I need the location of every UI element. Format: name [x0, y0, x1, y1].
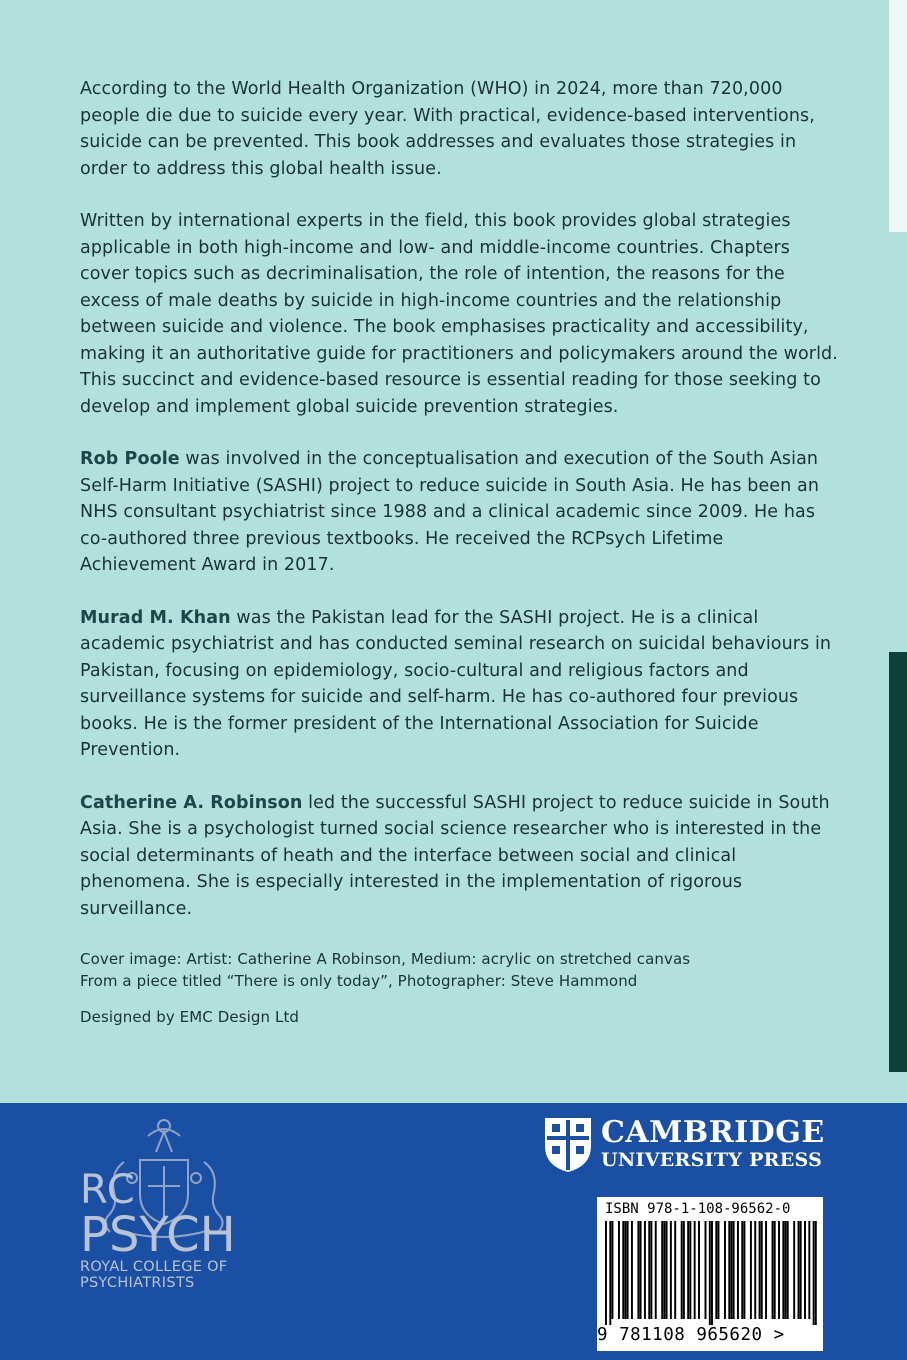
- isbn-label: ISBN 978-1-108-96562-0: [605, 1201, 791, 1217]
- barcode-bar: [666, 1221, 668, 1319]
- barcode-bar: [670, 1221, 672, 1319]
- isbn-barcode-box: [597, 1197, 823, 1351]
- publisher-name: CAMBRIDGE: [601, 1115, 825, 1150]
- author-name: Catherine A. Robinson: [80, 792, 303, 813]
- barcode-bar: [717, 1221, 719, 1319]
- publisher-subname: UNIVERSITY PRESS: [601, 1149, 823, 1171]
- barcode-bar: [644, 1221, 646, 1319]
- barcode-bar: [728, 1221, 730, 1319]
- barcode-bar: [622, 1221, 624, 1319]
- barcode-bar: [655, 1221, 657, 1319]
- barcode-bar: [715, 1221, 717, 1319]
- barcode-bar: [663, 1221, 665, 1319]
- barcode-bar: [730, 1221, 732, 1319]
- barcode-bar: [765, 1221, 767, 1319]
- barcode-bar: [605, 1221, 607, 1325]
- rcpsych-psychiatrists: PSYCHIATRISTS: [80, 1274, 195, 1291]
- barcode-bar: [627, 1221, 629, 1319]
- blurb-paragraph-2: Written by international experts in the field, this book provides global strategies applicable in both high-income and low- and middle-income countries. Chapters cover topics such as decriminalisation, the role of intention, the reasons for the excess of male deaths by suicide in high-income countries and the relationship between suicide and violence. The book emphasises practicality and accessibility, making it an authoritative guide for practitioners and policymakers around the world. This succinct and evidence-based resource is essential reading for those seeking to develop and implement global suicide prevention strategies.: [80, 211, 838, 417]
- rcpsych-logo: [80, 1167, 236, 1291]
- author-bio-murad-khan: [80, 605, 840, 764]
- barcode-bar: [640, 1221, 642, 1319]
- back-cover-text: [80, 76, 840, 1028]
- barcode-bar: [609, 1221, 611, 1325]
- barcode-bar: [637, 1221, 639, 1319]
- isbn-digits: 9 781108 965620 >: [597, 1325, 785, 1345]
- barcode-bar: [787, 1221, 789, 1319]
- barcode-bar: [778, 1221, 780, 1319]
- author-bio-text: led the successful SASHI project to reduce suicide in South Asia. She is a psychologist turned social science researcher who is interested in the social determinants of heath and the interface between social and clinical phenomena. She is especially interested in the implementation of rigorous surveillance.: [80, 792, 830, 919]
- barcode-bar: [674, 1221, 676, 1319]
- barcode-bar: [800, 1221, 802, 1319]
- cover-image-credit-line-2: From a piece titled “There is only today”, Photographer: Steve Hammond: [80, 972, 638, 990]
- barcode-bar: [681, 1221, 683, 1319]
- barcode-bar: [759, 1221, 761, 1319]
- barcode-bar: [815, 1221, 817, 1325]
- barcode-bar: [785, 1221, 787, 1319]
- barcode-bar: [804, 1221, 806, 1319]
- barcode-bar: [782, 1221, 784, 1319]
- rcpsych-psych: PSYCH: [80, 1207, 236, 1263]
- barcode-bar: [698, 1221, 700, 1319]
- spine-edge-dark: [889, 652, 907, 1072]
- barcode-bar: [754, 1221, 756, 1319]
- barcode-bar: [694, 1221, 696, 1319]
- barcode-bar: [772, 1221, 774, 1319]
- barcode-bar: [737, 1221, 739, 1319]
- barcode-bar: [709, 1221, 711, 1325]
- barcode-bar: [813, 1221, 815, 1325]
- barcode-bar: [793, 1221, 795, 1319]
- author-name: Rob Poole: [80, 449, 180, 469]
- barcode-bar: [648, 1221, 650, 1319]
- author-bio-rob-poole: [80, 446, 840, 579]
- barcode-bar: [743, 1221, 745, 1319]
- rcpsych-rc: RC: [80, 1167, 136, 1213]
- barcode-bar: [683, 1221, 685, 1319]
- barcode-bar: [687, 1221, 689, 1319]
- barcode-bar: [741, 1221, 743, 1319]
- barcode-bar: [661, 1221, 663, 1319]
- barcode-bar: [689, 1221, 691, 1319]
- blurb-paragraph-1: According to the World Health Organization (WHO) in 2024, more than 720,000 people die due to suicide every year. With practical, evidence-based interventions, suicide can be prevented. This book addresses and evaluates those strategies in order to address this global health issue.: [80, 79, 815, 179]
- barcode-bar: [618, 1221, 620, 1319]
- barcode-bar: [733, 1221, 735, 1319]
- barcode-bar: [724, 1221, 726, 1319]
- author-bio-text: was involved in the conceptualisation and execution of the South Asian Self-Harm Initiative (SASHI) project to reduce suicide in South Asia. He has been an NHS consultant psychiatrist since 1988 and a clinical academic since 2009. He has co-authored three previous textbooks. He received the RCPsych Lifetime Achievement Award in 2017.: [80, 449, 820, 575]
- author-bio-text: was the Pakistan lead for the SASHI project. He is a clinical academic psychiatrist and has conducted seminal research on suicidal behaviours in Pakistan, focusing on epidemiology, socio-cultural and religious factors and surveillance systems for suicide and self-harm. He has co-authored four previous books. He is the former president of the International Association for Suicide Prevention.: [80, 607, 832, 760]
- barcode-bar: [711, 1221, 713, 1325]
- barcode-bar: [798, 1221, 800, 1319]
- barcode-bar: [774, 1221, 776, 1319]
- author-bio-catherine-robinson: [80, 790, 840, 923]
- spine-edge-light: [889, 0, 907, 232]
- barcode-icon: [599, 1221, 821, 1325]
- barcode-bar: [750, 1221, 752, 1319]
- barcode-bar: [624, 1221, 626, 1319]
- barcode-bar: [761, 1221, 763, 1319]
- barcode-bar: [611, 1221, 613, 1319]
- barcode-bar: [808, 1221, 810, 1319]
- cambridge-shield-icon: [543, 1116, 593, 1174]
- barcode-bar: [650, 1221, 652, 1319]
- barcode-bar: [705, 1221, 707, 1319]
- designer-credit: Designed by EMC Design Ltd: [80, 1008, 300, 1026]
- credits: [80, 948, 840, 1028]
- cover-image-credit-line-1: Cover image: Artist: Catherine A Robinson, Medium: acrylic on stretched canvas: [80, 950, 691, 968]
- author-name: Murad M. Khan: [80, 607, 231, 628]
- rcpsych-royal-college-of: ROYAL COLLEGE OF: [80, 1259, 228, 1275]
- barcode-bar: [631, 1221, 633, 1319]
